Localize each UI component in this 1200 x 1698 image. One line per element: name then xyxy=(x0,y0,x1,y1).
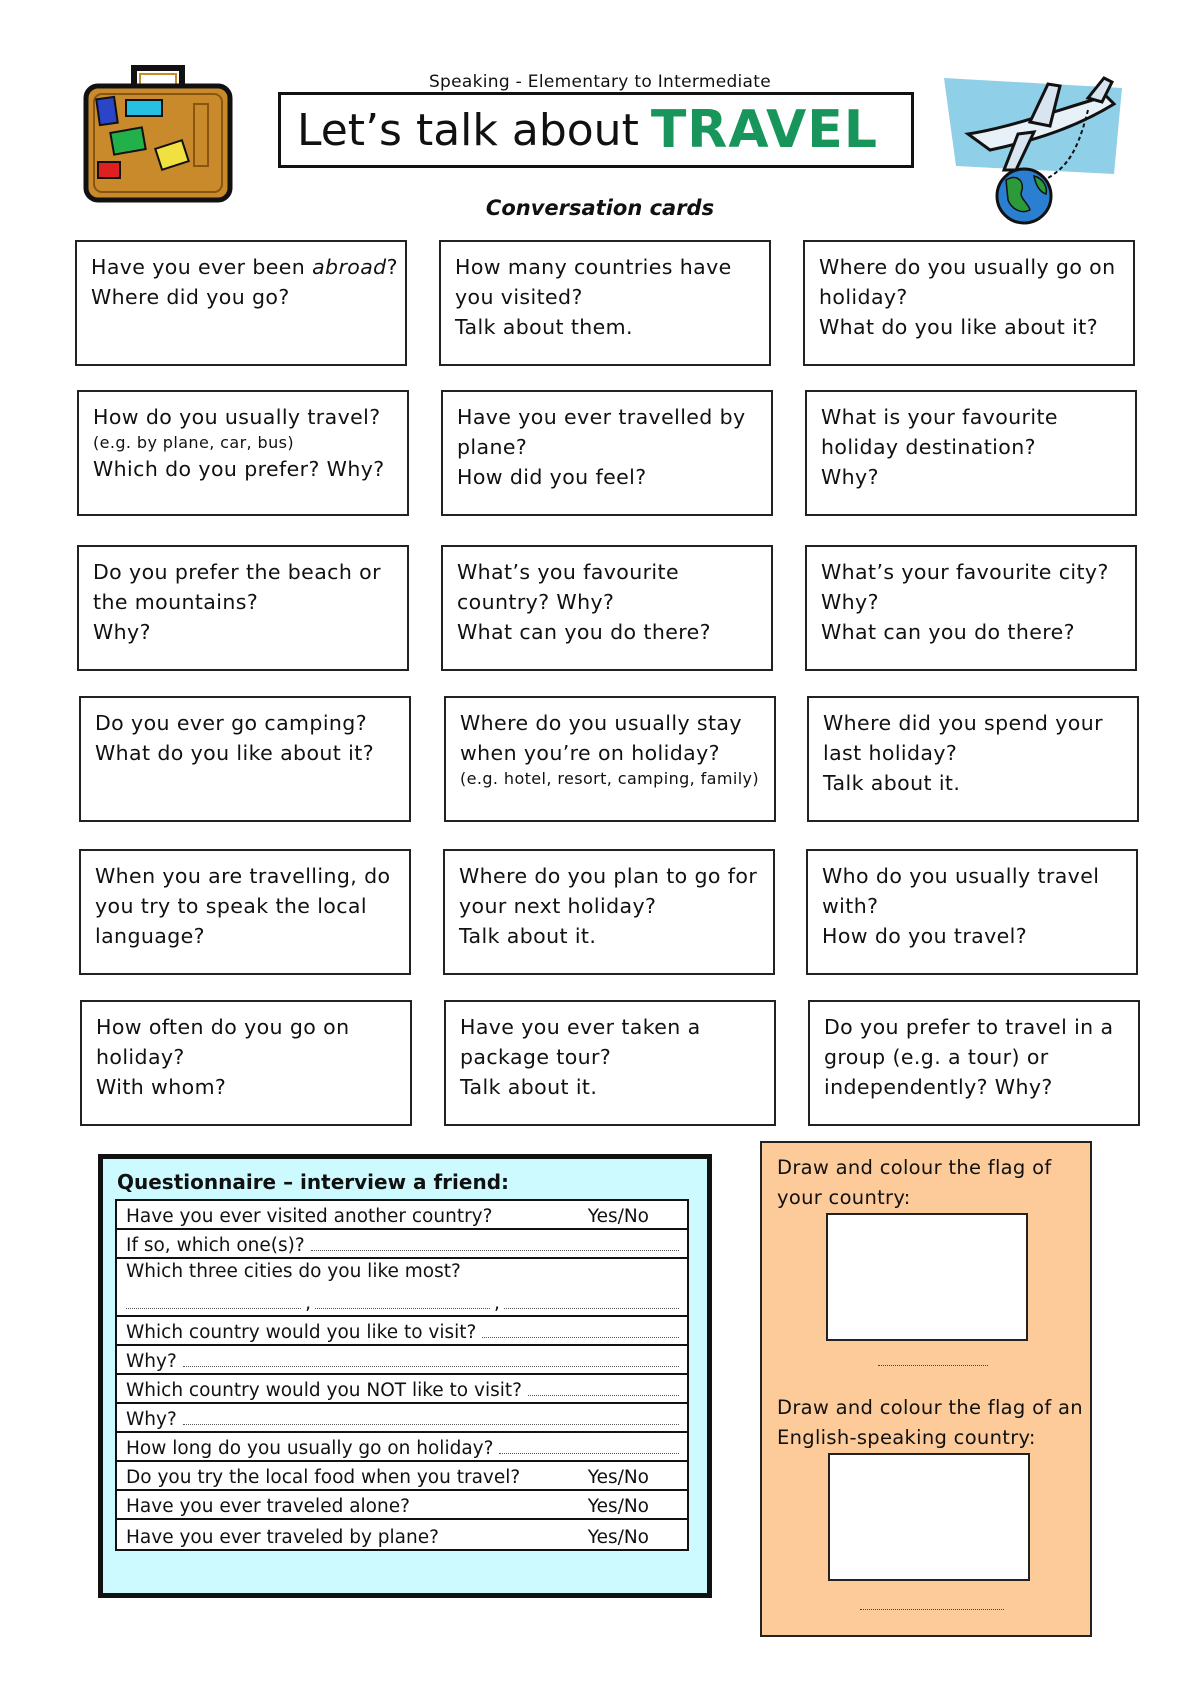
answer-line[interactable] xyxy=(183,1366,679,1367)
card-line: What do you like about it? xyxy=(95,741,374,765)
flag-prompt-english xyxy=(777,1393,1083,1453)
card-line: country? Why? xyxy=(457,590,615,614)
card-line: Have you ever been abroad? xyxy=(91,255,398,279)
card-line: package tour? xyxy=(460,1045,612,1069)
yes-no-answer[interactable]: Yes/No xyxy=(587,1527,649,1548)
conversation-card xyxy=(77,545,409,671)
questionnaire-table xyxy=(115,1199,689,1551)
card-line: holiday? xyxy=(96,1045,185,1069)
yes-no-answer[interactable]: Yes/No xyxy=(587,1496,649,1517)
conversation-card xyxy=(79,696,411,822)
answer-line[interactable] xyxy=(126,1308,301,1309)
card-line: Have you ever travelled by xyxy=(457,405,746,429)
flag-drawing-box[interactable] xyxy=(828,1453,1030,1581)
card-line: with? xyxy=(822,894,879,918)
conversation-card xyxy=(441,545,773,671)
conversation-card xyxy=(805,390,1137,516)
card-line: you try to speak the local xyxy=(95,894,367,918)
card-line: Talk about it. xyxy=(823,771,961,795)
card-line: What’s you favourite xyxy=(457,560,679,584)
card-line: How often do you go on xyxy=(96,1015,350,1039)
flag-drawing-box[interactable] xyxy=(826,1213,1028,1341)
card-line: Who do you usually travel xyxy=(822,864,1100,888)
questionnaire-panel xyxy=(98,1154,712,1598)
card-line: With whom? xyxy=(96,1075,227,1099)
card-line: last holiday? xyxy=(823,741,958,765)
prompt-line: Draw and colour the flag of an xyxy=(777,1396,1083,1419)
card-line: Have you ever taken a xyxy=(460,1015,701,1039)
card-line: Do you ever go camping? xyxy=(95,711,367,735)
card-line: Talk about it. xyxy=(460,1075,598,1099)
emphasized-word: abroad xyxy=(312,255,387,279)
question-text: Why? xyxy=(126,1351,177,1372)
conversation-card xyxy=(441,390,773,516)
conversation-card xyxy=(803,240,1135,366)
card-line: Talk about it. xyxy=(459,924,597,948)
questionnaire-row xyxy=(117,1462,687,1491)
answer-line[interactable] xyxy=(528,1395,679,1396)
section-label: Conversation cards xyxy=(485,196,715,220)
title-accent: TRAVEL xyxy=(650,100,878,160)
conversation-card xyxy=(439,240,771,366)
answer-line[interactable] xyxy=(504,1308,679,1309)
card-line: How many countries have xyxy=(455,255,732,279)
conversation-card xyxy=(443,849,775,975)
card-line: What’s your favourite city? xyxy=(821,560,1109,584)
card-line: What can you do there? xyxy=(821,620,1075,644)
prompt-line: your country: xyxy=(777,1186,911,1209)
flag-name-line[interactable] xyxy=(860,1609,1004,1610)
card-line: Where did you spend your xyxy=(823,711,1103,735)
conversation-card xyxy=(806,849,1138,975)
card-line: you visited? xyxy=(455,285,583,309)
card-line: Do you prefer the beach or xyxy=(93,560,381,584)
question-text: Which country would you NOT like to visit? xyxy=(126,1380,522,1401)
questionnaire-row xyxy=(117,1201,687,1230)
conversation-card xyxy=(77,390,409,516)
questionnaire-row xyxy=(117,1346,687,1375)
question-text: Which three cities do you like most? xyxy=(126,1261,461,1282)
conversation-card xyxy=(808,1000,1140,1126)
question-text: Have you ever visited another country? xyxy=(126,1206,493,1227)
flag-name-line[interactable] xyxy=(878,1365,988,1366)
question-text: Why? xyxy=(126,1409,177,1430)
card-line: Do you prefer to travel in a xyxy=(824,1015,1114,1039)
card-line: your next holiday? xyxy=(459,894,657,918)
answer-lines xyxy=(126,1293,679,1314)
answer-line[interactable] xyxy=(183,1424,679,1425)
card-line: (e.g. hotel, resort, camping, family) xyxy=(460,769,760,788)
answer-line[interactable] xyxy=(315,1308,490,1309)
question-text: Have you ever traveled by plane? xyxy=(126,1527,439,1548)
question-text: If so, which one(s)? xyxy=(126,1235,305,1256)
questionnaire-row xyxy=(117,1433,687,1462)
card-line: holiday destination? xyxy=(821,435,1036,459)
card-line: Where do you usually go on xyxy=(819,255,1116,279)
card-line: group (e.g. a tour) or xyxy=(824,1045,1049,1069)
card-line: Where did you go? xyxy=(91,285,290,309)
questionnaire-row xyxy=(117,1375,687,1404)
questionnaire-row xyxy=(117,1404,687,1433)
questionnaire-row xyxy=(117,1491,687,1520)
conversation-card xyxy=(807,696,1139,822)
card-line: language? xyxy=(95,924,205,948)
card-line: Why? xyxy=(821,590,879,614)
conversation-card xyxy=(444,696,776,822)
card-line: (e.g. by plane, car, bus) xyxy=(93,433,294,452)
conversation-card xyxy=(444,1000,776,1126)
card-line: Why? xyxy=(821,465,879,489)
card-line: Which do you prefer? Why? xyxy=(93,457,385,481)
card-line: How do you travel? xyxy=(822,924,1028,948)
separator-comma: , xyxy=(494,1293,500,1314)
questionnaire-row xyxy=(117,1230,687,1259)
conversation-card xyxy=(805,545,1137,671)
answer-line[interactable] xyxy=(499,1453,679,1454)
card-line: independently? Why? xyxy=(824,1075,1053,1099)
flag-drawing-panel xyxy=(760,1141,1092,1637)
card-line: Talk about them. xyxy=(455,315,633,339)
question-text: How long do you usually go on holiday? xyxy=(126,1438,494,1459)
card-line: holiday? xyxy=(819,285,908,309)
question-text: Which country would you like to visit? xyxy=(126,1322,477,1343)
title-text: Let’s talk about xyxy=(297,104,639,156)
yes-no-answer[interactable]: Yes/No xyxy=(587,1206,649,1227)
answer-line[interactable] xyxy=(482,1337,679,1338)
card-line: Where do you usually stay xyxy=(460,711,742,735)
card-line: How did you feel? xyxy=(457,465,647,489)
card-line: What can you do there? xyxy=(457,620,711,644)
card-line: What is your favourite xyxy=(821,405,1058,429)
card-line: When you are travelling, do xyxy=(95,864,391,888)
card-line: plane? xyxy=(457,435,528,459)
card-line: Where do you plan to go for xyxy=(459,864,758,888)
prompt-line: English-speaking country: xyxy=(777,1426,1036,1449)
conversation-card xyxy=(80,1000,412,1126)
question-text: Do you try the local food when you travel? xyxy=(126,1467,521,1488)
questionnaire-row xyxy=(117,1317,687,1346)
conversation-card xyxy=(79,849,411,975)
flag-prompt-own xyxy=(777,1153,1052,1213)
separator-comma: , xyxy=(305,1293,311,1314)
questionnaire-row xyxy=(117,1259,687,1317)
card-line: What do you like about it? xyxy=(819,315,1098,339)
page-title xyxy=(278,92,914,168)
questionnaire-row xyxy=(117,1520,687,1549)
prompt-line: Draw and colour the flag of xyxy=(777,1156,1052,1179)
question-text: Have you ever traveled alone? xyxy=(126,1496,410,1517)
answer-line[interactable] xyxy=(311,1250,679,1251)
questionnaire-title: Questionnaire – interview a friend: xyxy=(117,1170,510,1194)
card-line: the mountains? xyxy=(93,590,259,614)
card-line: How do you usually travel? xyxy=(93,405,381,429)
worksheet-subtitle: Speaking - Elementary to Intermediate xyxy=(428,72,772,92)
yes-no-answer[interactable]: Yes/No xyxy=(587,1467,649,1488)
card-line: Why? xyxy=(93,620,151,644)
card-line: when you’re on holiday? xyxy=(460,741,720,765)
conversation-card xyxy=(75,240,407,366)
